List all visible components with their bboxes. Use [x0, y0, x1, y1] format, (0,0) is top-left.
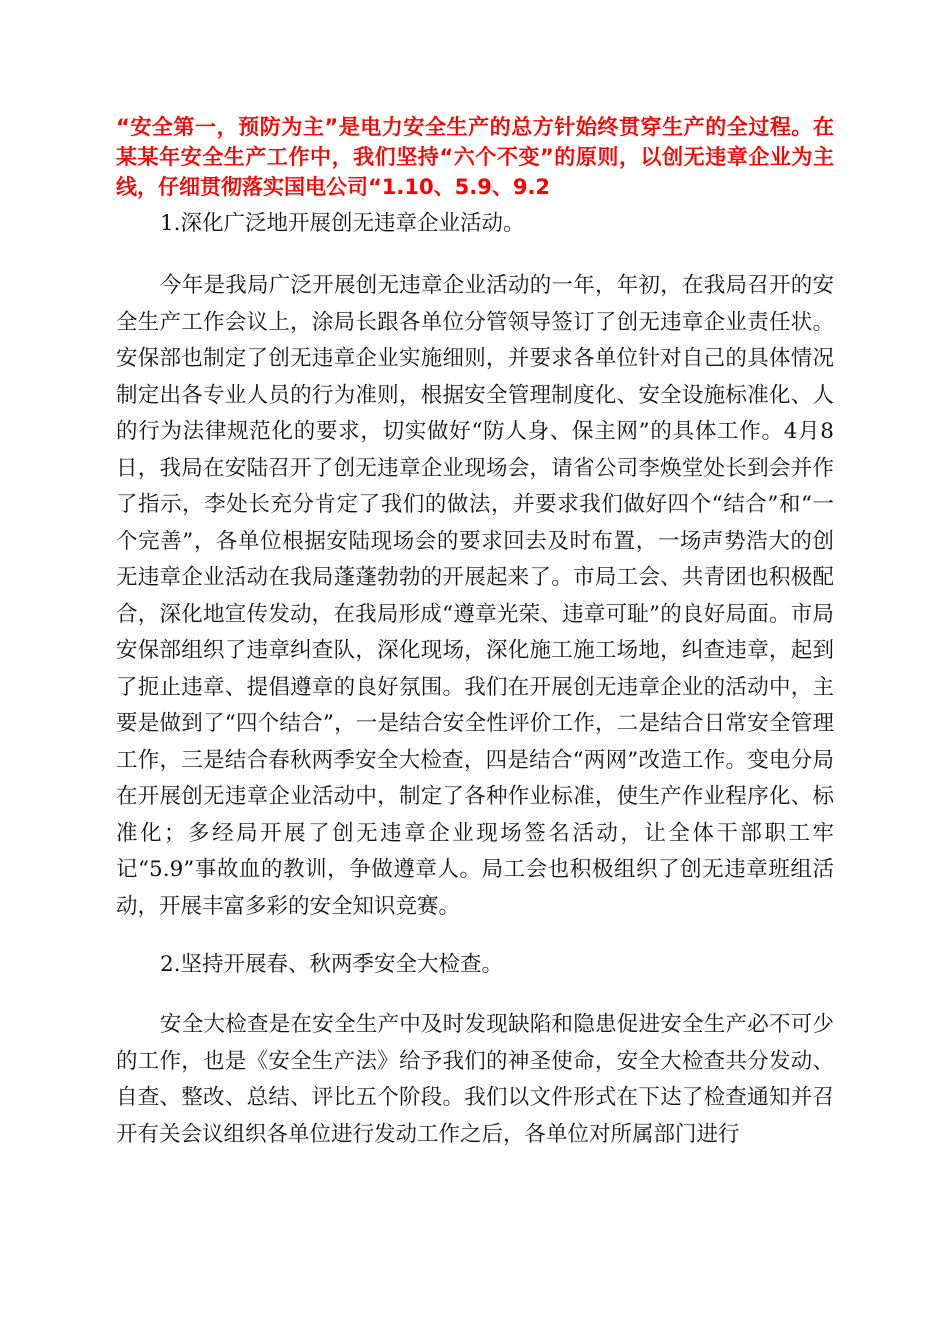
document-body	[116, 206, 834, 1153]
section-paragraph-1: 今年是我局广泛开展创无违章企业活动的一年，年初，在我局召开的安全生产工作会议上，涂局长跟各单位分管领导签订了创无违章企业责任状。安保部也制定了创无违章企业实施细则，并要求各单位针对自己的具体情况制定出各专业人员的行为准则，根据安全管理制度化、安全设施标准化、人的行为法律规范化的要求，切实做好“防人身、保主网”的具体工作。4月8日，我局在安陆召开了创无违章企业现场会，请省公司李焕堂处长到会并作了指示，李处长充分肯定了我们的做法，并要求我们做好四个“结合”和“一个完善”，各单位根据安陆现场会的要求回去及时布置，一场声势浩大的创无违章企业活动在我局蓬蓬勃勃的开展起来了。市局工会、共青团也积极配合，深化地宣传发动，在我局形成“遵章光荣、违章可耻”的良好局面。市局安保部组织了违章纠查队，深化现场，深化施工施工场地，纠查违章，起到了扼止违章、提倡遵章的良好氛围。我们在开展创无违章企业的活动中，主要是做到了“四个结合”，一是结合安全性评价工作，二是结合日常安全管理工作，三是结合春秋两季安全大检查，四是结合“两网”改造工作。变电分局在开展创无违章企业活动中，制定了各种作业标准，使生产作业程序化、标准化；多经局开展了创无违章企业现场签名活动，让全体干部职工牢记“5.9”事故血的教训，争做遵章人。局工会也积极组织了创无违章班组活动，开展丰富多彩的安全知识竞赛。	[116, 273, 834, 919]
section-heading-2: 2.坚持开展春、秋两季安全大检查。	[160, 952, 504, 977]
section-paragraph-2: 安全大检查是在安全生产中及时发现缺陷和隐患促进安全生产必不可少的工作，也是《安全生产法》给予我们的神圣使命，安全大检查共分发动、自查、整改、总结、评比五个阶段。我们以文件形式在下达了检查通知并召开有关会议组织各单位进行发动工作之后，各单位对所属部门进行	[116, 1012, 834, 1147]
section-heading-1: 1.深化广泛地开展创无违章企业活动。	[160, 211, 525, 236]
red-summary-header: “安全第一，预防为主”是电力安全生产的总方针始终贯穿生产的全过程。在某某年安全生产工作中，我们坚持“六个不变”的原则，以创无违章企业为主线，仔细贯彻落实国电公司“1.10、5.9、9.2	[116, 115, 834, 199]
document-page	[116, 112, 834, 1153]
